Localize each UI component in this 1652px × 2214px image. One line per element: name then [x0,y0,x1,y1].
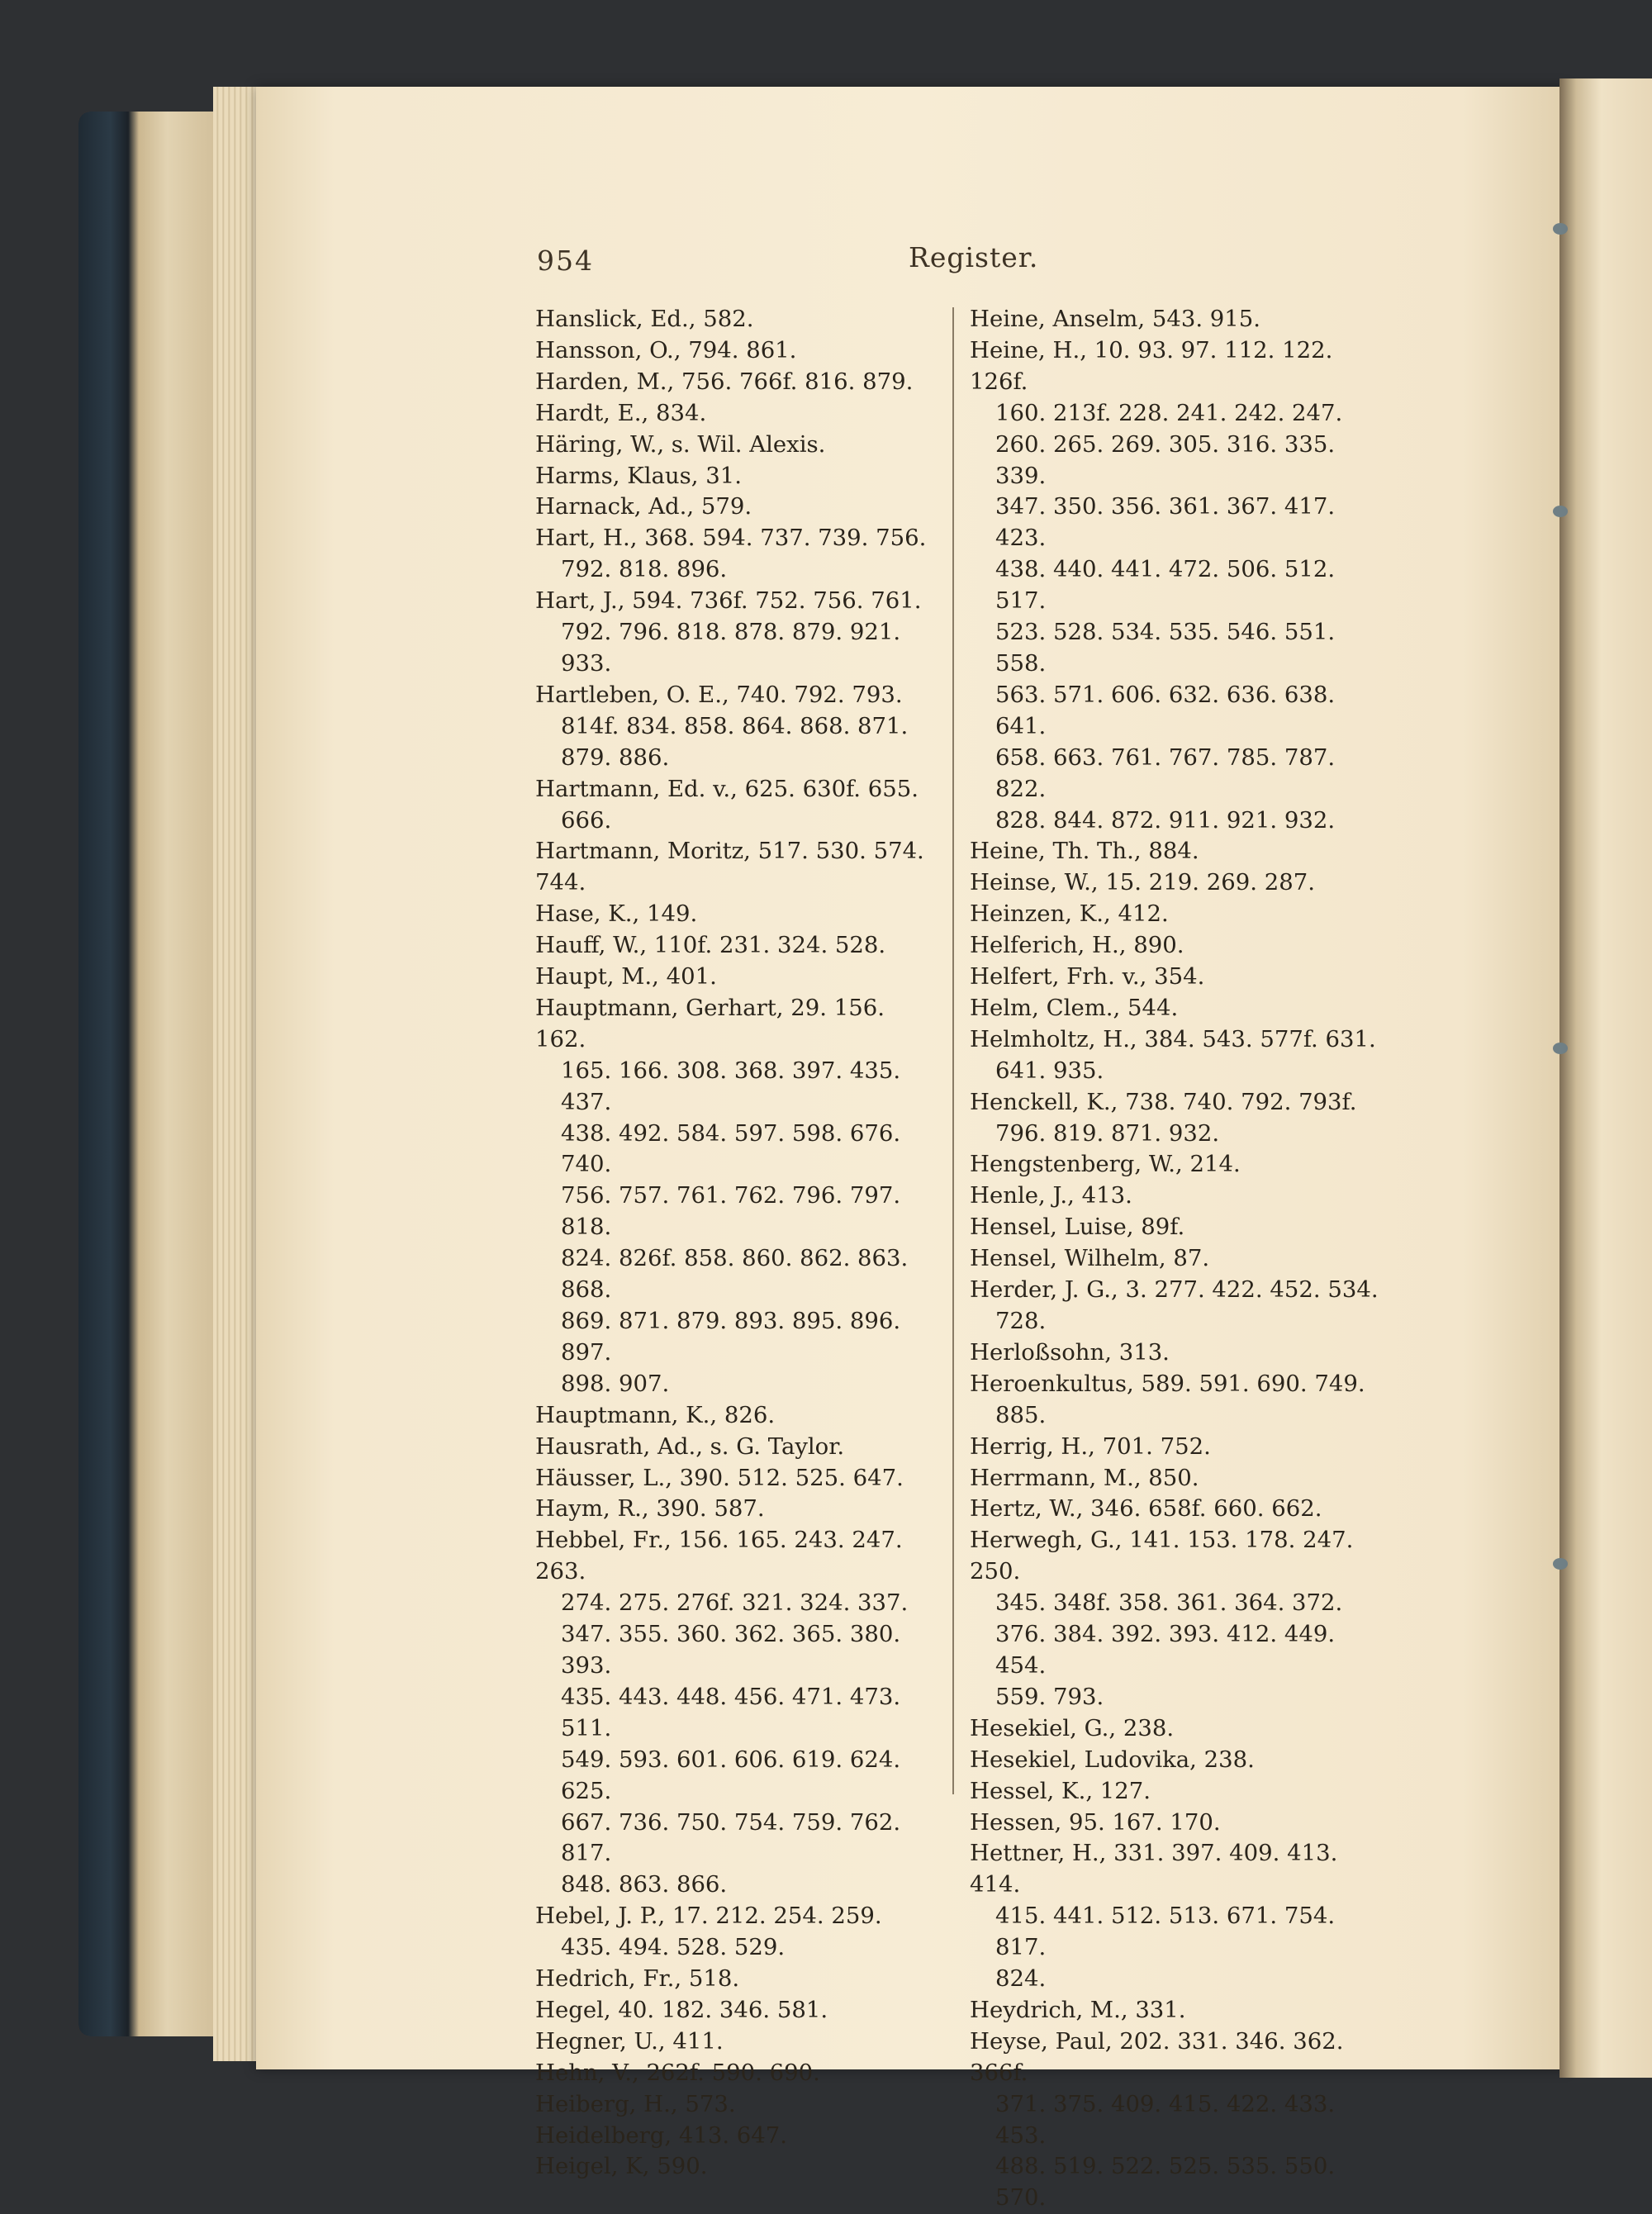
index-entry-continuation: 563. 571. 606. 632. 636. 638. 641. [995,681,1336,739]
index-entry-heading: Hegel, 40. 182. 346. 581. [535,1996,828,2023]
index-entry-heading: Hertz, W., 346. 658f. 660. 662. [970,1495,1322,1523]
index-entry-continuation: 879. 886. [561,744,670,771]
index-entry-heading: Harms, Klaus, 31. [535,462,742,489]
index-entry [535,899,940,930]
index-entry-heading: Hausrath, Ad., s. G. Taylor. [535,1432,845,1460]
index-entry-continuation: 438. 440. 441. 472. 506. 512. 517. [995,556,1336,615]
index-entry [970,1149,1383,1181]
index-entry-heading: Hegner, U., 411. [535,2027,724,2055]
index-entry [535,367,940,398]
index-entry-heading: Heigel, K, 590. [535,2153,708,2180]
index-entry-heading: Helmholtz, H., 384. 543. 577f. 631. [970,1025,1376,1052]
index-entry-continuation: 885. [995,1401,1047,1428]
index-entry-continuation: 666. [561,806,612,834]
index-entry [535,2121,940,2152]
index-entry [970,1087,1383,1150]
index-entry-heading: Hauptmann, Gerhart, 29. 156. 162. [535,994,885,1052]
index-entry [535,930,940,962]
index-entry-heading: Heyse, Paul, 202. 331. 346. 362. 366f. [970,2027,1344,2086]
index-entry-heading: Herloßsohn, 313. [970,1338,1170,1366]
index-entry-heading: Häusser, L., 390. 512. 525. 647. [535,1464,904,1491]
index-entry [970,962,1383,993]
index-column-left [535,304,940,2183]
index-entry [535,1432,940,1463]
index-entry-heading: Hartleben, O. E., 740. 792. 793. [535,681,903,708]
index-entry-heading: Heine, H., 10. 93. 97. 112. 122. 126f. [970,336,1333,395]
index-entry [535,2026,940,2058]
index-entry-heading: Hebel, J. P., 17. 212. 254. 259. [535,1903,882,1930]
index-entry-heading: Hehn, V., 262f. 590. 690. [535,2059,820,2086]
index-entry [970,1337,1383,1369]
index-entry-heading: Häring, W., s. Wil. Alexis. [535,430,826,458]
index-entry [535,304,940,335]
index-entry-heading: Hart, H., 368. 594. 737. 739. 756. [535,525,927,552]
index-entry-heading: Heroenkultus, 589. 591. 690. 749. [970,1370,1365,1397]
index-entry-continuation: 824. 826f. 858. 860. 862. 863. 868. [561,1245,909,1304]
index-entry-continuation: 814f. 834. 858. 864. 868. 871. [561,712,909,739]
index-entry-heading: Heydrich, M., 331. [970,1996,1186,2023]
index-entry-heading: Hensel, Luise, 89f. [970,1214,1185,1241]
index-entry [535,492,940,523]
index-entry-heading: Heinse, W., 15. 219. 269. 287. [970,869,1315,896]
index-entry [970,1243,1383,1275]
index-entry [535,1901,940,1964]
index-entry [535,2151,940,2183]
index-entry [970,899,1383,930]
index-entry [535,680,940,774]
index-entry-continuation: 824. [995,1965,1047,1993]
index-entry-continuation: 165. 166. 308. 368. 397. 435. 437. [561,1057,901,1115]
index-entry-continuation: 869. 871. 879. 893. 895. 896. 897. [561,1308,901,1366]
index-entry-continuation: 347. 355. 360. 362. 365. 380. 393. [561,1621,901,1679]
index-entry-heading: Harden, M., 756. 766f. 816. 879. [535,368,914,395]
index-entry [970,335,1383,837]
column-divider [952,307,954,1794]
index-entry-heading: Heiberg, H., 573. [535,2090,736,2117]
index-entry-continuation: 488. 519. 522. 525. 535. 550. 570. [995,2153,1336,2212]
index-entry [970,1745,1383,1776]
index-entry-heading: Henle, J., 413. [970,1182,1132,1209]
index-entry-heading: Helferich, H., 890. [970,932,1184,959]
index-entry [970,2026,1383,2214]
index-entry-continuation: 898. 907. [561,1370,670,1397]
index-entry-heading: Haupt, M., 401. [535,963,717,991]
index-entry [535,461,940,492]
index-entry-heading: Herder, J. G., 3. 277. 422. 452. 534. [970,1276,1379,1304]
index-entry [970,1463,1383,1494]
index-entry-continuation: 792. 796. 818. 878. 879. 921. 933. [561,619,901,677]
index-entry-continuation: 728. [995,1308,1047,1334]
index-entry-continuation: 756. 757. 761. 762. 796. 797. 818. [561,1182,901,1241]
index-entry-heading: Hanslick, Ed., 582. [535,306,754,332]
index-entry [970,1713,1383,1745]
index-entry [535,1463,940,1494]
index-entry [535,2089,940,2121]
index-entry [535,523,940,586]
index-entry [535,1525,940,1901]
index-entry-heading: Haym, R., 390. 587. [535,1495,765,1523]
index-entry-heading: Hase, K., 149. [535,900,698,928]
index-entry-heading: Herrig, H., 701. 752. [970,1432,1211,1460]
index-entry-continuation: 345. 348f. 358. 361. 364. 372. [995,1589,1343,1617]
index-entry-heading: Hauff, W., 110f. 231. 324. 528. [535,932,886,959]
index-entry-heading: Hessen, 95. 167. 170. [970,1808,1221,1836]
index-entry-heading: Hedrich, Fr., 518. [535,1965,740,1993]
index-entry-heading: Hengstenberg, W., 214. [970,1151,1241,1178]
index-entry-heading: Heidelberg, 413. 647. [535,2121,788,2149]
index-entry-heading: Herwegh, G., 141. 153. 178. 247. 250. [970,1527,1354,1585]
index-entry [970,1432,1383,1463]
index-entry-heading: Helfert, Frh. v., 354. [970,963,1205,991]
index-entry-continuation: 848. 863. 866. [561,1871,728,1898]
index-entry [535,836,940,899]
index-entry-heading: Hartmann, Moritz, 517. 530. 574. 744. [535,838,924,896]
index-entry-continuation: 415. 441. 512. 513. 671. 754. 817. [995,1903,1336,1961]
index-entry [970,304,1383,335]
index-entry [970,1995,1383,2026]
index-entry-continuation: 347. 350. 356. 361. 367. 417. 423. [995,493,1336,552]
index-entry-heading: Herrmann, M., 850. [970,1464,1199,1491]
index-entry-continuation: 641. 935. [995,1057,1104,1084]
index-entry-continuation: 559. 793. [995,1683,1104,1710]
facing-page-edge [1559,78,1652,2078]
index-entry [970,1024,1383,1087]
index-entry [970,836,1383,867]
running-head: Register. [909,241,1039,273]
index-entry [970,1776,1383,1808]
index-entry [535,1964,940,1995]
index-entry-heading: Hettner, H., 331. 397. 409. 413. 414. [970,1840,1338,1898]
index-entry [970,1808,1383,1839]
index-entry-continuation: 549. 593. 601. 606. 619. 624. 625. [561,1746,901,1804]
index-entry-heading: Hauptmann, K., 826. [535,1401,776,1428]
index-entry [970,1181,1383,1212]
index-entry-continuation: 260. 265. 269. 305. 316. 335. 339. [995,430,1336,489]
index-entry-continuation: 435. 494. 528. 529. [561,1934,786,1961]
index-entry [535,962,940,993]
index-entry [970,1838,1383,1995]
index-entry [970,867,1383,899]
index-entry [535,398,940,430]
index-entry-heading: Hessel, K., 127. [970,1777,1151,1804]
index-entry [970,1525,1383,1713]
index-entry-continuation: 792. 818. 896. [561,556,728,583]
index-entry [535,1995,940,2026]
index-entry [535,993,940,1400]
index-column-right [970,304,1383,2214]
index-entry-continuation: 523. 528. 534. 535. 546. 551. 558. [995,619,1336,677]
index-entry [970,930,1383,962]
index-entry [535,335,940,367]
index-entry-heading: Hart, J., 594. 736f. 752. 756. 761. [535,587,922,615]
index-entry [970,1494,1383,1525]
index-entry-heading: Heinzen, K., 412. [970,900,1169,928]
index-entry-continuation: 828. 844. 872. 911. 921. 932. [995,806,1336,834]
index-entry [970,1369,1383,1432]
index-entry-heading: Henckell, K., 738. 740. 792. 793f. [970,1088,1357,1115]
index-entry-heading: Hensel, Wilhelm, 87. [970,1245,1210,1272]
index-entry [970,1212,1383,1243]
index-entry [535,774,940,837]
index-entry [535,586,940,680]
index-entry-continuation: 274. 275. 276f. 321. 324. 337. [561,1589,909,1617]
index-entry-continuation: 667. 736. 750. 754. 759. 762. 817. [561,1808,901,1867]
index-entry [535,1400,940,1432]
index-entry-heading: Heine, Th. Th., 884. [970,838,1199,865]
index-entry [970,1275,1383,1337]
index-entry-continuation: 658. 663. 761. 767. 785. 787. 822. [995,744,1336,802]
index-entry-continuation: 438. 492. 584. 597. 598. 676. 740. [561,1119,901,1178]
index-entry-heading: Hansson, O., 794. 861. [535,336,797,363]
index-entry-heading: Hartmann, Ed. v., 625. 630f. 655. [535,775,919,802]
index-entry-heading: Hebbel, Fr., 156. 165. 243. 247. 263. [535,1527,903,1585]
index-entry-heading: Hesekiel, G., 238. [970,1714,1175,1741]
index-entry-continuation: 796. 819. 871. 932. [995,1119,1220,1147]
index-entry-heading: Heine, Anselm, 543. 915. [970,306,1261,332]
index-entry-continuation: 376. 384. 392. 393. 412. 449. 454. [995,1621,1336,1679]
binding-clip [1553,223,1568,235]
index-entry [535,430,940,461]
index-entry-heading: Hesekiel, Ludovika, 238. [970,1746,1255,1773]
index-entry [970,993,1383,1024]
index-entry-continuation: 160. 213f. 228. 241. 242. 247. [995,399,1343,426]
index-entry-continuation: 435. 443. 448. 456. 471. 473. 511. [561,1683,901,1741]
index-entry-heading: Harnack, Ad., 579. [535,493,752,520]
binding-clip [1553,506,1568,517]
index-entry-heading: Helm, Clem., 544. [970,994,1179,1021]
page-number: 954 [537,245,594,277]
binding-clip [1553,1043,1568,1054]
binding-clip [1553,1558,1568,1570]
index-entry-continuation: 371. 375. 409. 415. 422. 433. 453. [995,2090,1336,2149]
index-entry [535,1494,940,1525]
index-entry [535,2058,940,2089]
index-entry-heading: Hardt, E., 834. [535,399,707,426]
